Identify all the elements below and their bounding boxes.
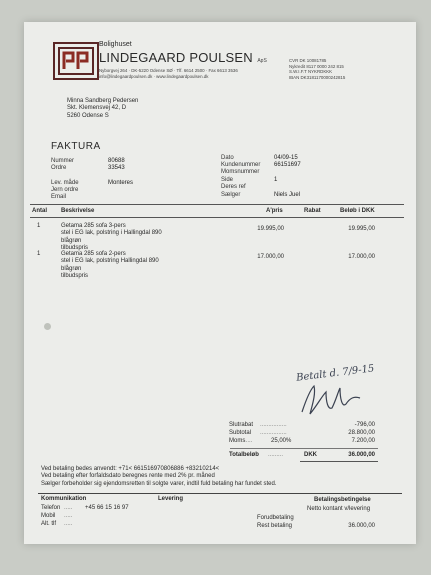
footer-telefon-dots: ..... <box>64 505 73 511</box>
company-registry <box>289 58 345 80</box>
footer-alt-tlf-label: Alt. tlf <box>41 521 57 527</box>
registry-line: S.W.I.F.T NYKRDKKK <box>289 69 333 75</box>
handwritten-paid-note: Betalt d. 7/9-15 <box>295 363 375 384</box>
footer-mobil-dots: ..... <box>64 513 73 519</box>
meta-value: 80688 <box>108 158 125 164</box>
company-web: info@lindegaardpoulsen.dk · www.lindegaardpoulsen.dk <box>99 74 209 79</box>
slutrabat-value: -796,00 <box>354 422 375 428</box>
recipient-street: Skt. Klemensvej 42, D <box>67 105 127 112</box>
meta-value: Niels Juel <box>274 192 301 198</box>
slutrabat-dots: ................ <box>260 422 287 428</box>
row2-antal: 1 <box>37 251 41 257</box>
meta-label: Jern ordre <box>51 187 79 193</box>
meta-label: Dato <box>221 155 234 161</box>
registry-line: IBAN DK3181170000242815 <box>289 74 346 80</box>
row2-line: Getama 285 sofa 2-pers <box>61 251 126 257</box>
footer-alt-tlf-dots: ..... <box>64 521 73 527</box>
subtotal-label: Subtotal <box>229 430 252 436</box>
meta-label: Kundenummer <box>221 162 261 168</box>
meta-label: Sælger <box>221 192 241 198</box>
meta-label: Deres ref <box>221 184 246 190</box>
meta-value: 66151697 <box>274 162 301 168</box>
moms-value: 7.200,00 <box>351 438 375 444</box>
meta-value: Monteres <box>108 180 134 186</box>
subtotal-dots: ................ <box>260 430 287 436</box>
company-address: Nyborgvej 264 · DK-5220 Odense SØ · Tlf. 6614 2500 · Fax 6613 3536 <box>99 68 238 73</box>
row2-line: stel i EG lak, polstring Hallingdal 890 <box>61 258 159 265</box>
col-beskrivelse: Beskrivelse <box>61 208 95 214</box>
recipient-name: Minna Sandberg Pedersen <box>67 98 139 104</box>
registry-line: CVR DK 10081785 <box>289 58 327 63</box>
footer-rule <box>38 493 402 494</box>
col-apris: A'pris <box>266 208 283 214</box>
footer-kommunikation: Kommunikation <box>41 496 87 502</box>
company-name: LINDEGAARD POULSEN <box>99 50 253 65</box>
company-suffix: ApS <box>257 58 267 64</box>
payment-notes <box>41 466 276 488</box>
slutrabat-label: Slutrabat <box>229 422 254 428</box>
footer-telefon-value: +45 66 15 16 97 <box>85 505 129 511</box>
row2-belob: 17.000,00 <box>348 254 375 260</box>
registry-line: Nykredit 8117 0000 242 815 <box>289 63 344 69</box>
meta-label: Nummer <box>51 158 75 164</box>
footer-rest-value: 36.000,00 <box>348 523 375 529</box>
row1-line: tilbudspris <box>61 245 89 252</box>
row2-line: tilbudspris <box>61 273 89 280</box>
row1-line: stel i EG lak, polstring i Hallingdal 890 <box>61 230 162 237</box>
meta-value: 04/09-15 <box>274 155 298 161</box>
row1-description <box>61 223 162 253</box>
row2-line: blågrøn <box>61 265 82 272</box>
footer-rest-label: Rest betaling <box>257 523 293 529</box>
footer-betaling-value: Netto kontant v/levering <box>307 506 371 512</box>
handwritten-signature <box>296 380 366 418</box>
company-prefix: Bolighuset <box>99 41 132 48</box>
note-line: Sælger forbeholder sig ejendomsretten til solgte varer, indtil fuld betaling har fundet sted. <box>41 480 277 487</box>
company-name-line <box>99 49 267 67</box>
invoice-paper <box>24 22 416 544</box>
meta-label: Ordre <box>51 165 67 171</box>
col-antal: Antal <box>32 208 47 214</box>
row1-apris: 19.995,00 <box>257 226 284 232</box>
recipient-block <box>67 98 138 120</box>
subtotal-value: 28.800,00 <box>348 430 375 436</box>
meta-value: 33543 <box>108 165 125 171</box>
row2-description <box>61 251 159 281</box>
moms-dots: ..... <box>244 438 253 444</box>
footer-mobil-label: Mobil <box>41 513 56 519</box>
footer-telefon-label: Telefon <box>41 505 61 511</box>
table-header-rule <box>30 217 404 218</box>
note-line: Ved betaling efter forfaldsdato beregnes rente med 2% pr. måned <box>41 473 215 480</box>
row1-belob: 19.995,00 <box>348 226 375 232</box>
total-label: Totalbeløb <box>229 452 259 458</box>
total-dots: ......... <box>268 452 284 458</box>
total-underline <box>300 461 378 462</box>
meta-label: Email <box>51 194 67 200</box>
recipient-city: 5260 Odense S <box>67 112 109 119</box>
total-currency: DKK <box>304 452 317 458</box>
totals-rule <box>230 448 378 449</box>
row2-apris: 17.000,00 <box>257 254 284 260</box>
footer-forud-label: Forudbetaling <box>257 515 294 521</box>
punch-hole <box>44 323 51 330</box>
meta-label: Momsnummer <box>221 169 260 175</box>
total-value: 36.000,00 <box>348 452 375 458</box>
row1-antal: 1 <box>37 223 41 229</box>
footer-levering: Levering <box>158 496 184 502</box>
company-logo <box>53 42 99 80</box>
row1-line: Getama 285 sofa 3-pers <box>61 223 126 229</box>
col-belob: Beløb i DKK <box>340 208 375 214</box>
doc-title: FAKTURA <box>51 141 101 152</box>
footer-betaling: Betalingsbetingelse <box>314 497 371 503</box>
table-top-rule <box>30 204 404 205</box>
meta-label: Side <box>221 177 234 183</box>
moms-pct: 25,00% <box>271 438 292 444</box>
row1-line: blågrøn <box>61 237 82 244</box>
logo-mark <box>55 44 97 78</box>
meta-label: Lev. måde <box>51 180 79 186</box>
meta-value: 1 <box>274 177 278 183</box>
moms-label: Moms <box>229 438 246 444</box>
note-line: Ved betaling bedes anvendt: +71< 661516970806886 +83210214< <box>41 466 220 472</box>
col-rabat: Rabat <box>304 208 321 214</box>
